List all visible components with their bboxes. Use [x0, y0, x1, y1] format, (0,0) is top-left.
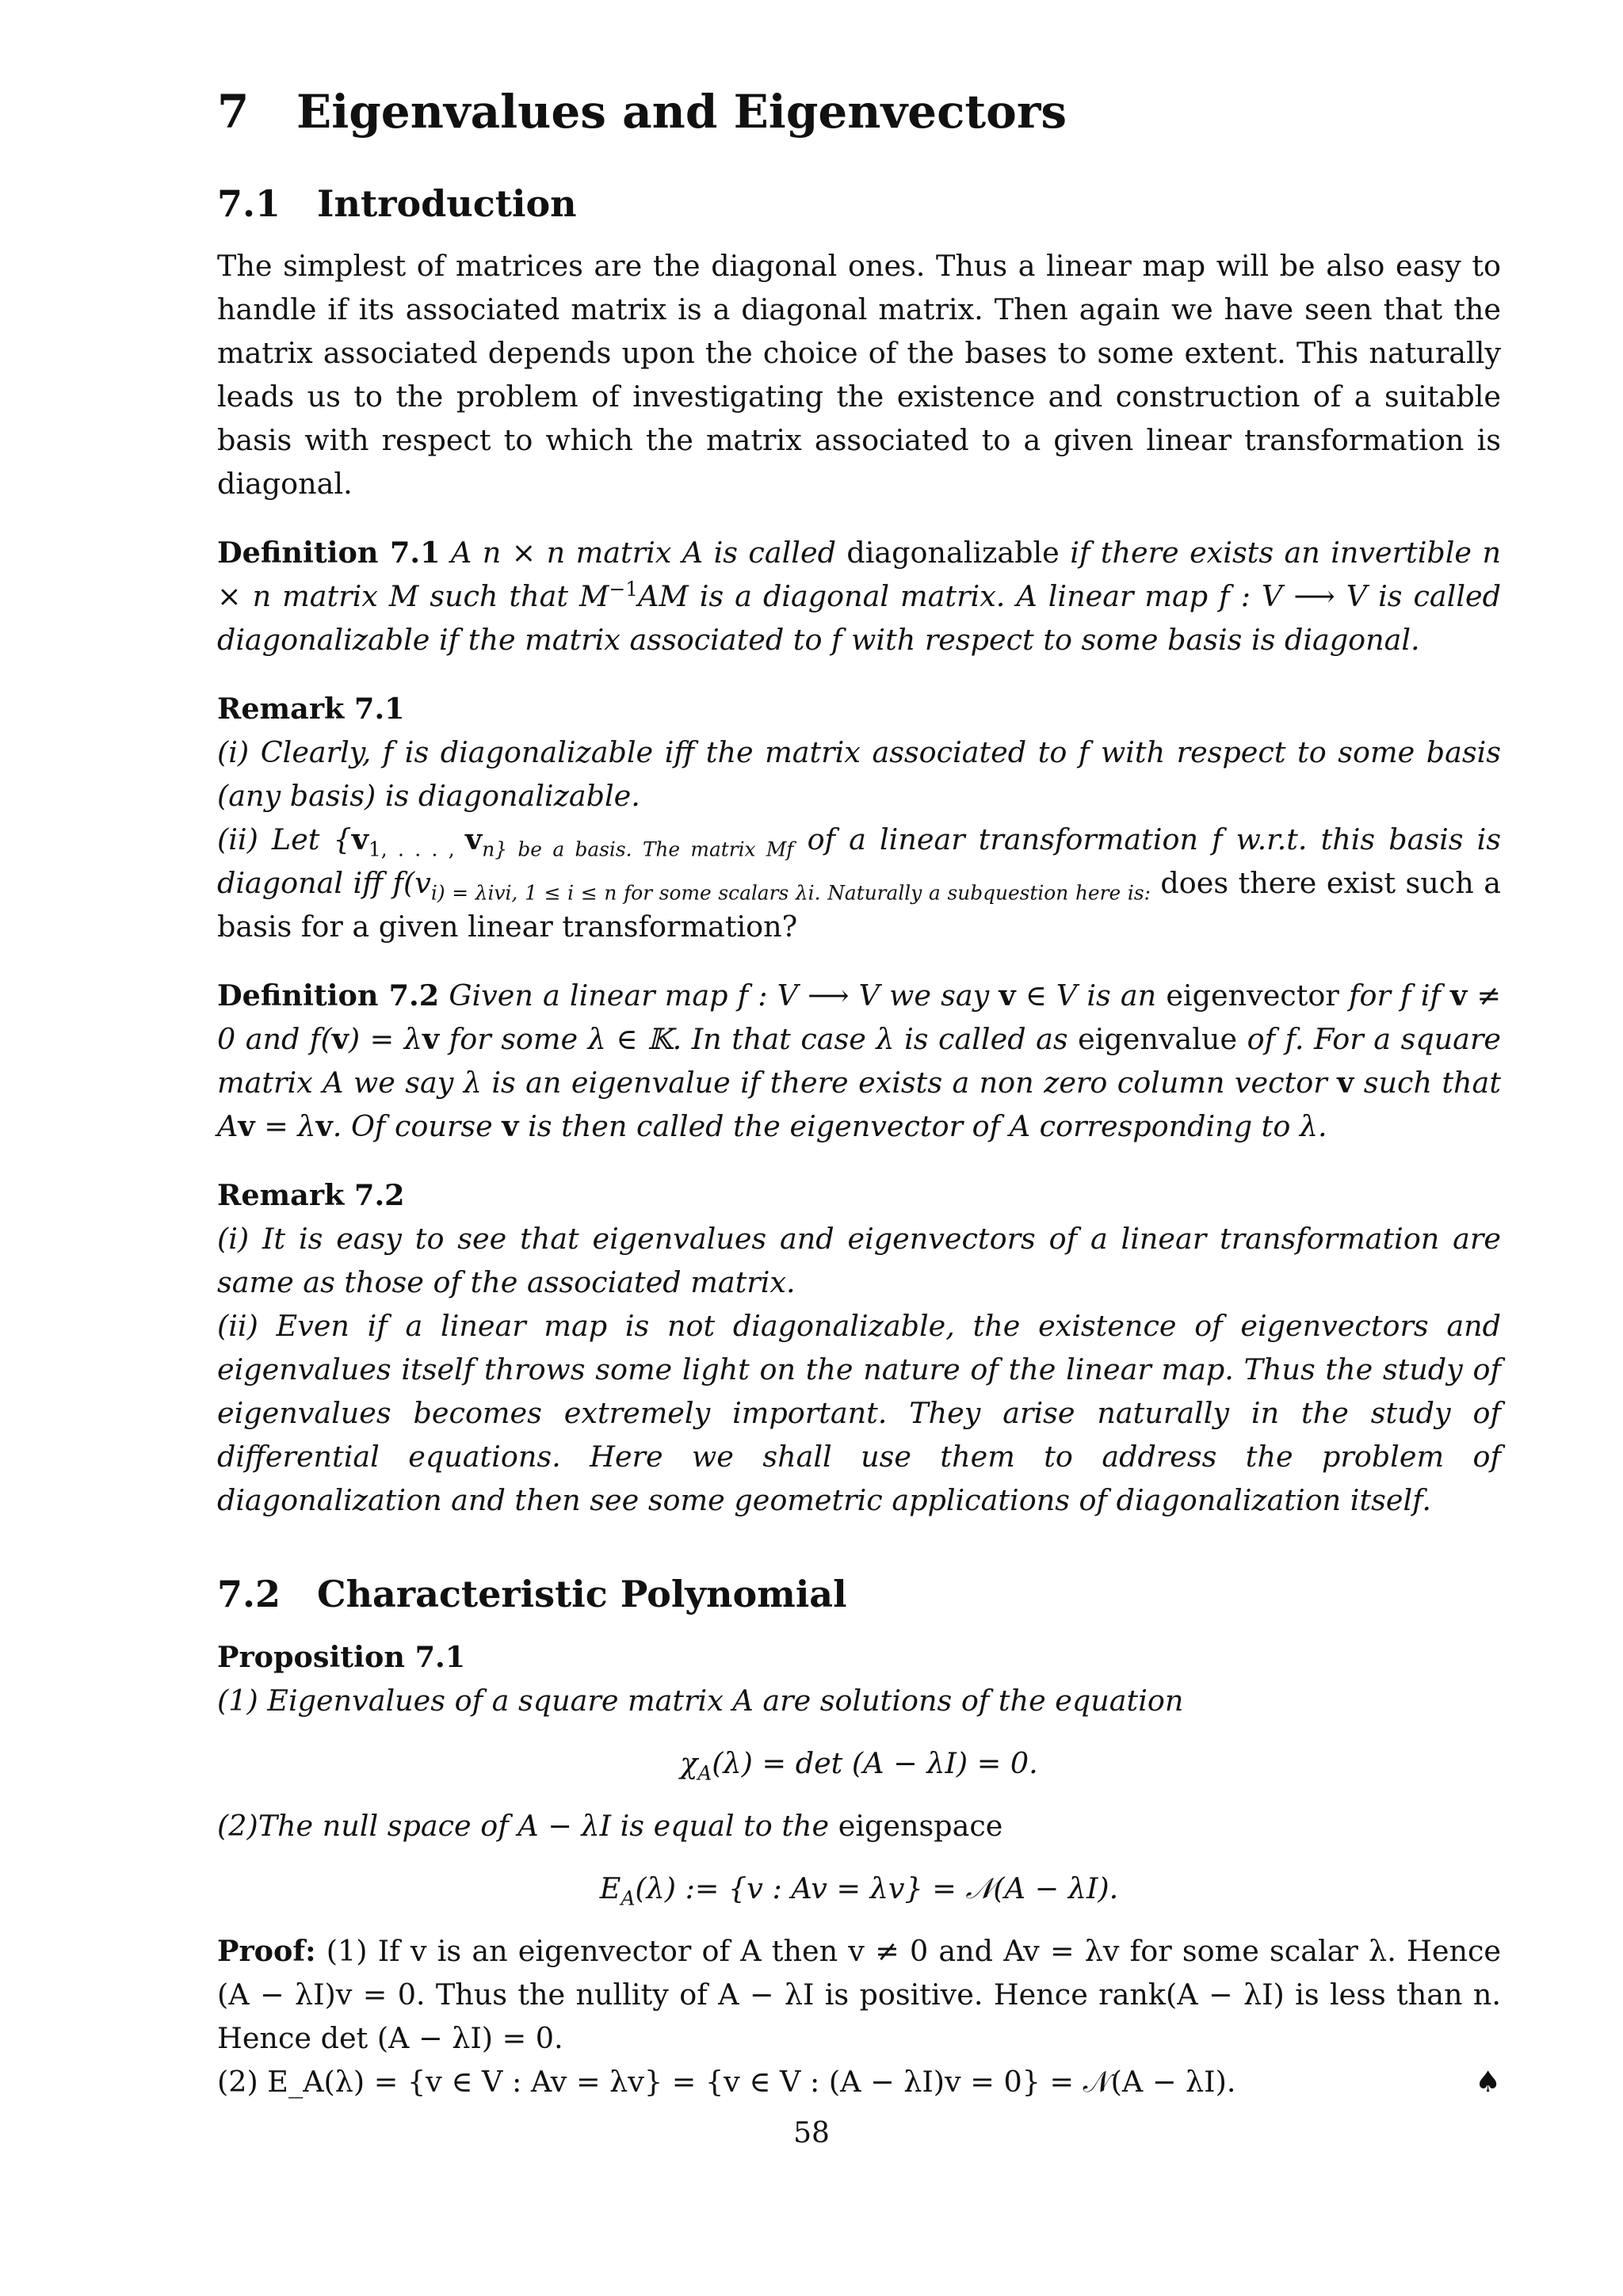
proposition-term-eigenspace: eigenspace — [838, 1808, 1003, 1843]
proposition-item-2 — [217, 1804, 1501, 1848]
section-number: 7.1 — [217, 181, 281, 225]
definition-label: Definition 7.1 — [217, 536, 441, 570]
remark-ii-upright: does there exist such a basis for a given linear transformation? — [217, 866, 1501, 944]
definition-text-1: A n × n matrix A is called — [450, 536, 836, 570]
definition-text: ) = λ — [348, 1022, 422, 1057]
proposition-7-1 — [217, 1635, 1501, 1910]
remark-item-ii — [217, 818, 1501, 948]
equation-subscript: A — [697, 1761, 712, 1785]
definition-text: such that A — [217, 1066, 1501, 1144]
definition-text: Given a linear map f : V ⟶ V we say — [449, 978, 990, 1013]
definition-term: diagonalizable — [846, 536, 1060, 570]
definition-text: for f if — [1348, 978, 1441, 1013]
vector-v: v — [999, 978, 1016, 1013]
chapter-heading — [217, 87, 1501, 138]
proof-part-2 — [217, 2060, 1501, 2103]
page-number: 58 — [793, 2117, 830, 2149]
vector-v: v — [315, 1109, 333, 1144]
definition-text-2: if there exists an invertible n × n matrix M such that M — [217, 536, 1501, 614]
proposition-text: (2)The null space of A − λI is equal to the — [217, 1808, 830, 1843]
remark-7-2 — [217, 1173, 1501, 1522]
definition-text: . Of course — [332, 1109, 493, 1144]
definition-superscript: −1 — [609, 578, 639, 601]
remark-item-i: (i) It is easy to see that eigenvalues and eigenvectors of a linear transformation are same as those of the associated matrix. — [217, 1222, 1501, 1300]
definition-text: is then called the eigenvector of A corresponding to λ. — [528, 1109, 1327, 1144]
chapter-title: Eigenvalues and Eigenvectors — [296, 85, 1067, 139]
proposition-item-1: (1) Eigenvalues of a square matrix A are solutions of the equation — [217, 1683, 1184, 1718]
proof-block — [217, 1929, 1501, 2103]
remark-ii-subscript: f — [786, 837, 794, 861]
remark-ii-text: i, 1 ≤ i ≤ n for some scalars λ — [505, 881, 808, 905]
vector-v: v — [1337, 1066, 1354, 1100]
remark-label: Remark 7.2 — [217, 1178, 405, 1213]
proposition-label: Proposition 7.1 — [217, 1639, 466, 1674]
vector-v: v — [351, 822, 369, 857]
definition-text: = λ — [264, 1109, 316, 1144]
chapter-number: 7 — [217, 85, 250, 139]
remark-7-1 — [217, 687, 1501, 948]
vector-v: v — [422, 1022, 440, 1057]
remark-item-ii: (ii) Even if a linear map is not diagonalizable, the existence of eigenvectors and eigenvalues itself throws some light on the nature of the linear map. Thus the study of eigenvalues becomes extremely important. They arise naturally in the study of differential equations. Here we shall use them to address the problem of diagonalization and then see some geometric applications of diagonalization itself. — [217, 1309, 1501, 1518]
definition-7-1 — [217, 531, 1501, 662]
definition-text-3: AM is a diagonal matrix. A linear map f : V ⟶ V is called diagonalizable if the matrix associated to f with respect to some basis is diagonal. — [217, 579, 1501, 658]
section-title: Characteristic Polynomial — [317, 1573, 847, 1616]
remark-ii-text: iv — [487, 881, 506, 905]
proof-text: (1) If v is an eigenvector of A then v ≠ 0 and Av = λv for some scalar λ. Hence (A − λI)v = 0. Thus the nullity of A − λI is positive. Hence rank(A − λI) is less than n. Hence det (A − λI) = 0. — [217, 1933, 1501, 2055]
proof-label: Proof: — [217, 1933, 316, 1968]
equation-characteristic — [217, 1741, 1501, 1785]
page-content — [217, 87, 1501, 2103]
vector-v: v — [502, 1109, 519, 1144]
remark-ii-text: of a linear transformation f w.r.t. this basis is diagonal iff f(v — [217, 822, 1501, 901]
vector-v: v — [1450, 978, 1468, 1013]
remark-ii-text: (ii) Let { — [217, 822, 352, 857]
vector-v: v — [238, 1109, 255, 1144]
qed-spade-icon: ♠ — [1475, 2064, 1501, 2099]
equation-eigenspace — [217, 1867, 1501, 1910]
proof-part-1 — [217, 1929, 1501, 2060]
definition-label: Definition 7.2 — [217, 978, 440, 1013]
definition-text: ∈ V is an — [1025, 978, 1157, 1013]
definition-text: for some λ ∈ 𝕂. In that case λ is called as — [449, 1022, 1068, 1057]
equation-body: (λ) := {v : Av = λv} = 𝒩(A − λI). — [635, 1871, 1119, 1905]
intro-paragraph: The simplest of matrices are the diagonal ones. Thus a linear map will be also easy to handle if its associated matrix is a diagonal matrix. Then again we have seen that the matrix associated depends upon the choice of the bases to some extent. This naturally leads us to the problem of investigating the existence and construction of a suitable basis with respect to which the matrix associated to a given linear transformation is diagonal. — [217, 249, 1501, 502]
definition-text: of f. For a square matrix A we say λ is an eigenvalue if there exists a non zero column vector — [217, 1022, 1501, 1100]
remark-ii-subscript: 1, . . . , — [368, 837, 466, 861]
remark-ii-text: n} be a basis. The matrix M — [482, 837, 787, 861]
definition-term-eigenvalue: eigenvalue — [1078, 1022, 1238, 1057]
vector-v: v — [331, 1022, 349, 1057]
section-heading-characteristic-polynomial — [217, 1574, 1501, 1615]
definition-text: ≠ 0 and f( — [217, 978, 1501, 1057]
definition-term-eigenvector: eigenvector — [1166, 978, 1339, 1013]
proof-text: (2) E_A(λ) = {v ∈ V : Av = λv} = {v ∈ V : (A − λI)v = 0} = 𝒩(A − λI). — [217, 2064, 1236, 2099]
remark-ii-text: i. Naturally a subquestion here is: — [808, 881, 1151, 905]
section-title: Introduction — [317, 181, 577, 225]
remark-label: Remark 7.1 — [217, 692, 405, 727]
definition-7-2 — [217, 974, 1501, 1148]
equation-chi: χ — [680, 1745, 698, 1780]
remark-ii-text: i) = λ — [430, 881, 488, 905]
vector-v: v — [465, 822, 483, 857]
remark-item-i: (i) Clearly, f is diagonalizable iff the matrix associated to f with respect to some basis (any basis) is diagonalizable. — [217, 735, 1501, 814]
equation-body: (λ) = det (A − λI) = 0. — [712, 1745, 1038, 1780]
section-number: 7.2 — [217, 1573, 281, 1616]
section-heading-introduction — [217, 181, 1501, 225]
equation-subscript: A — [621, 1886, 636, 1910]
equation-e: E — [599, 1871, 621, 1905]
